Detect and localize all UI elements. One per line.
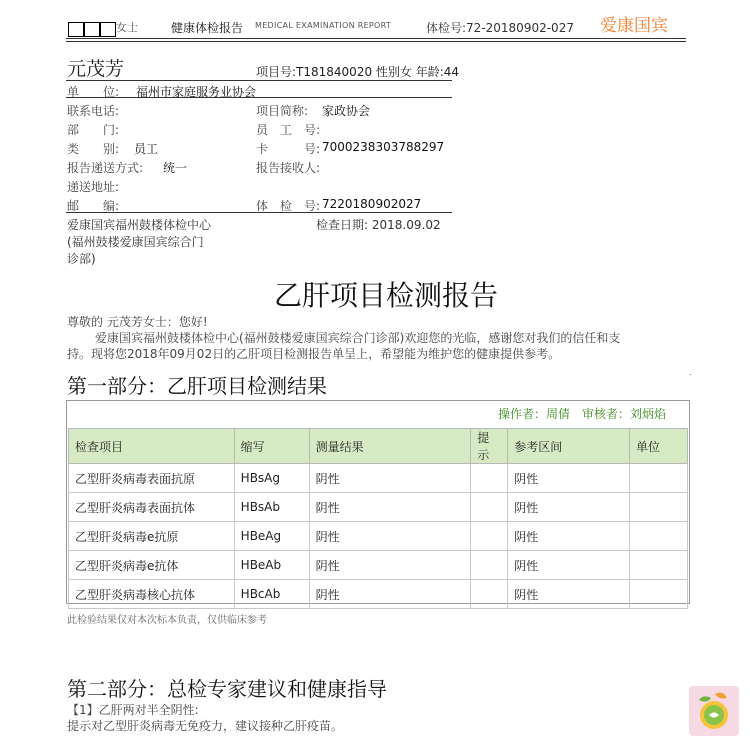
greeting: 尊敬的 元茂芳女士：您好! — [67, 315, 208, 329]
project-abbr-label: 项目简称: — [256, 104, 309, 118]
patient-summary: 项目号:T181840020 性别女 年龄:44 — [256, 65, 460, 79]
exam-number-value: 72-20180902-027 — [466, 21, 574, 35]
cell-item: 乙型肝炎病毒表面抗原 — [69, 464, 235, 493]
exam-no2-label: 体 检 号: — [256, 199, 321, 213]
advice-title: 【1】乙肝两对半全阴性: — [67, 703, 199, 717]
table-row — [69, 580, 688, 609]
delivery-value: 统一 — [163, 161, 188, 175]
name-suffix: 女士 — [116, 21, 138, 34]
health-fruit-logo-icon — [689, 686, 739, 736]
patient-name: 元茂芳 — [67, 58, 125, 80]
receiver-label: 报告接收人: — [256, 161, 321, 175]
main-title: 乙肝项目检测报告 — [274, 279, 499, 312]
center-line-1: 爱康国宾福州鼓楼体检中心 — [67, 218, 212, 232]
cell-hint — [471, 580, 508, 609]
col-header-hint: 提示 — [471, 429, 508, 464]
cell-result: 阴性 — [309, 551, 471, 580]
cell-item: 乙型肝炎病毒表面抗体 — [69, 493, 235, 522]
staff-no-label: 员 工 号: — [256, 123, 321, 137]
category-label: 类 别: — [67, 142, 120, 156]
cell-abbr: HBeAg — [234, 522, 309, 551]
cell-reference: 阴性 — [508, 522, 630, 551]
table-row — [69, 464, 688, 493]
brand-logo-text: 爱康国宾 — [600, 16, 668, 36]
cell-result: 阴性 — [309, 522, 471, 551]
report-title-en: MEDICAL EXAMINATION REPORT — [255, 21, 392, 30]
cell-unit — [630, 580, 688, 609]
exam-date-value: 2018.09.02 — [371, 218, 441, 232]
cell-item: 乙型肝炎病毒核心抗体 — [69, 580, 235, 609]
info-rule-unit — [66, 97, 452, 98]
cell-unit — [630, 464, 688, 493]
cell-unit — [630, 551, 688, 580]
info-rule-bottom — [66, 212, 452, 213]
cell-reference: 阴性 — [508, 580, 630, 609]
col-header-abbr: 缩写 — [234, 429, 309, 464]
exam-date — [316, 216, 441, 233]
center-line-3: 诊部) — [67, 252, 96, 266]
cell-reference: 阴性 — [508, 493, 630, 522]
header-rule — [66, 38, 686, 39]
unit-label: 单 位: — [67, 85, 120, 99]
phone-label: 联系电话: — [67, 104, 120, 118]
header-rule-thin — [66, 41, 686, 42]
card-label: 卡 号: — [256, 142, 321, 156]
cell-abbr: HBsAg — [234, 464, 309, 493]
table-header-row — [69, 429, 688, 464]
advice-text: 提示对乙型肝炎病毒无免疫力，建议接种乙肝疫苗。 — [67, 719, 344, 733]
section1-title: 第一部分：乙肝项目检测结果 — [67, 374, 327, 398]
col-header-result: 测量结果 — [309, 429, 471, 464]
col-header-reference: 参考区间 — [508, 429, 630, 464]
cell-abbr: HBcAb — [234, 580, 309, 609]
postcode-label: 邮 编: — [67, 199, 120, 213]
cell-item: 乙型肝炎病毒e抗体 — [69, 551, 235, 580]
exam-no2-value: 7220180902027 — [322, 197, 422, 211]
cell-result: 阴性 — [309, 580, 471, 609]
cell-hint — [471, 522, 508, 551]
exam-date-label: 检查日期: — [316, 218, 369, 232]
cell-item: 乙型肝炎病毒e抗原 — [69, 522, 235, 551]
cell-reference: 阴性 — [508, 551, 630, 580]
name-box-3 — [100, 22, 116, 37]
name-box-2 — [84, 22, 100, 37]
cell-abbr: HBsAb — [234, 493, 309, 522]
cell-hint — [471, 464, 508, 493]
col-header-item: 检查项目 — [69, 429, 235, 464]
cell-reference: 阴性 — [508, 464, 630, 493]
table-row — [69, 522, 688, 551]
cell-unit — [630, 493, 688, 522]
center-line-2: (福州鼓楼爱康国宾综合门 — [67, 235, 204, 249]
cell-result: 阴性 — [309, 493, 471, 522]
cell-hint — [471, 551, 508, 580]
name-box-1 — [68, 22, 84, 37]
cell-abbr: HBeAb — [234, 551, 309, 580]
disclaimer: 此检验结果仅对本次标本负责，仅供临床参考 — [67, 615, 267, 626]
dot-mark: . — [689, 368, 692, 377]
col-header-unit: 单位 — [630, 429, 688, 464]
exam-number — [426, 19, 574, 36]
info-rule-top — [66, 80, 452, 81]
section2-title: 第二部分：总检专家建议和健康指导 — [67, 677, 387, 701]
intro-line-1: 爱康国宾福州鼓楼体检中心(福州鼓楼爱康国宾综合门诊部)欢迎您的光临，感谢您对我们的信任和支 — [95, 331, 621, 345]
results-table — [68, 428, 688, 609]
operator-reviewer: 操作者：周倩 审核者：刘炳焰 — [498, 407, 667, 421]
cell-result: 阴性 — [309, 464, 471, 493]
report-title: 健康体检报告 — [171, 21, 244, 35]
dept-label: 部 门: — [67, 123, 120, 137]
category-value: 员工 — [134, 142, 159, 156]
intro-line-2: 持。现将您2018年09月02日的乙肝项目检测报告单呈上，希望能为维护您的健康提供参考。 — [67, 347, 561, 361]
unit-value: 福州市家庭服务业协会 — [136, 85, 257, 99]
address-label: 递送地址: — [67, 180, 120, 194]
delivery-label: 报告递送方式: — [67, 161, 144, 175]
card-value: 7000238303788297 — [322, 140, 445, 154]
project-abbr-value: 家政协会 — [322, 104, 371, 118]
exam-number-label: 体检号: — [426, 21, 467, 35]
cell-unit — [630, 522, 688, 551]
cell-hint — [471, 493, 508, 522]
table-row — [69, 551, 688, 580]
table-row — [69, 493, 688, 522]
